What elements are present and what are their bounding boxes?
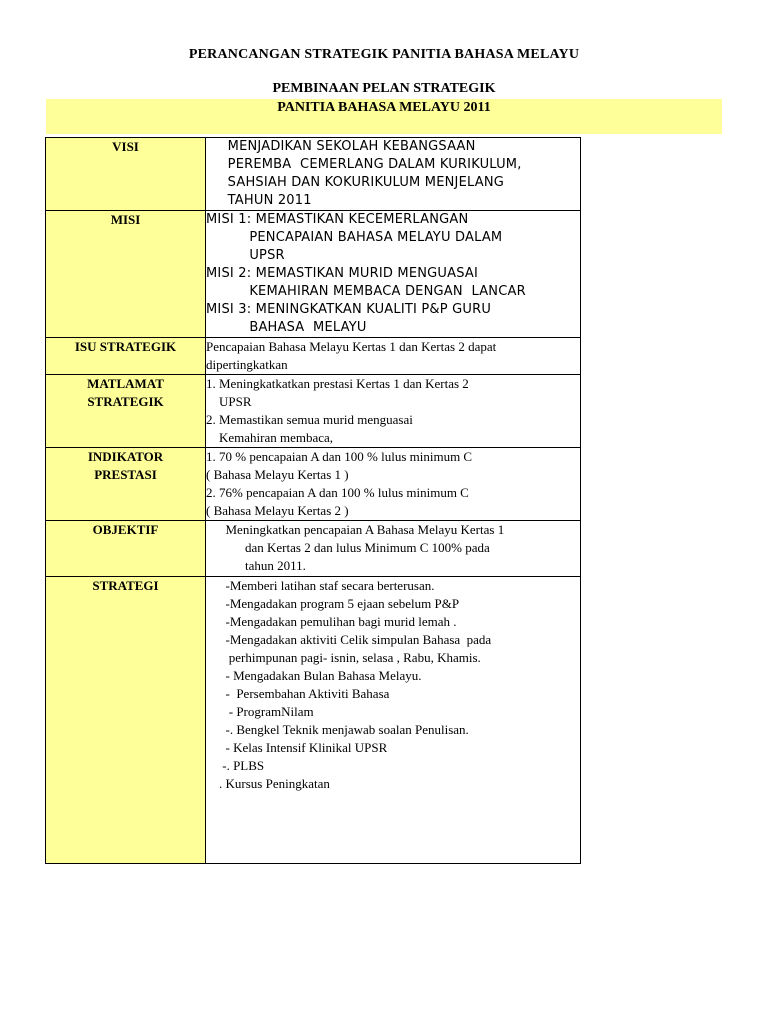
visi-line: PEREMBA CEMERLANG DALAM KURIKULUM, xyxy=(206,157,522,172)
strategi-item: - Kelas Intensif Klinikal UPSR xyxy=(206,740,388,755)
strategi-item: -Mengadakan program 5 ejaan sebelum P&P xyxy=(206,596,460,611)
objektif-line: dan Kertas 2 dan lulus Minimum C 100% pada xyxy=(206,540,490,555)
strategi-item: -. PLBS xyxy=(206,758,265,773)
isu-line: Pencapaian Bahasa Melayu Kertas 1 dan Kertas 2 dapat xyxy=(206,339,497,354)
matlamat-line: 2. Memastikan semua murid menguasai xyxy=(206,412,413,427)
visi-line: SAHSIAH DAN KOKURIKULUM MENJELANG xyxy=(206,175,505,190)
misi-line: PENCAPAIAN BAHASA MELAYU DALAM xyxy=(206,230,503,245)
matlamat-line: 1. Meningkatkatkan prestasi Kertas 1 dan Kertas 2 xyxy=(206,376,469,391)
row-label-objektif: OBJEKTIF xyxy=(46,521,206,577)
visi-line: TAHUN 2011 xyxy=(206,193,312,208)
table-row-strategi xyxy=(46,577,581,864)
strategi-item: -Mengadakan pemulihan bagi murid lemah . xyxy=(206,614,457,629)
strategi-item: -Memberi latihan staf secara berterusan. xyxy=(206,578,435,593)
misi-line: MISI 3: MENINGKATKAN KUALITI P&P GURU xyxy=(206,302,492,317)
misi-line: MISI 1: MEMASTIKAN KECEMERLANGAN xyxy=(206,212,469,227)
row-content-indikator-prestasi xyxy=(206,448,581,521)
isu-line: dipertingkatkan xyxy=(206,357,288,372)
misi-line: UPSR xyxy=(206,248,285,263)
table-row-objektif xyxy=(46,521,581,577)
indikator-line: 1. 70 % pencapaian A dan 100 % lulus minimum C xyxy=(206,449,473,464)
table-row-matlamat-strategik xyxy=(46,375,581,448)
table-row-misi xyxy=(46,211,581,338)
objektif-line: tahun 2011. xyxy=(206,558,306,573)
strategi-item: . Kursus Peningkatan xyxy=(206,776,330,791)
row-content-objektif xyxy=(206,521,581,577)
strategi-item: - Mengadakan Bulan Bahasa Melayu. xyxy=(206,668,422,683)
label-line: MATLAMAT xyxy=(87,376,164,391)
indikator-line: 2. 76% pencapaian A dan 100 % lulus minimum C xyxy=(206,485,469,500)
row-label-strategi: STRATEGI xyxy=(46,577,206,864)
row-label-matlamat-strategik xyxy=(46,375,206,448)
panel-banner xyxy=(46,99,722,134)
label-line: PRESTASI xyxy=(94,467,157,482)
objektif-line: Meningkatkan pencapaian A Bahasa Melayu Kertas 1 xyxy=(206,522,505,537)
visi-line: MENJADIKAN SEKOLAH KEBANGSAAN xyxy=(206,139,476,154)
table-row-isu-strategik xyxy=(46,338,581,375)
misi-line: MISI 2: MEMASTIKAN MURID MENGUASAI xyxy=(206,266,479,281)
row-content-visi xyxy=(206,138,581,211)
indikator-line: ( Bahasa Melayu Kertas 2 ) xyxy=(206,503,349,518)
strategi-item: -Mengadakan aktiviti Celik simpulan Bahasa pada xyxy=(206,632,492,647)
strategi-item: - Persembahan Aktiviti Bahasa xyxy=(206,686,390,701)
table-row-visi xyxy=(46,138,581,211)
table-row-indikator-prestasi xyxy=(46,448,581,521)
row-content-misi xyxy=(206,211,581,338)
label-line: INDIKATOR xyxy=(87,449,164,464)
strategi-item: perhimpunan pagi- isnin, selasa , Rabu, Khamis. xyxy=(206,650,481,665)
misi-line: KEMAHIRAN MEMBACA DENGAN LANCAR xyxy=(206,284,526,299)
misi-line: BAHASA MELAYU xyxy=(206,320,367,335)
row-content-strategi xyxy=(206,577,581,864)
row-label-misi: MISI xyxy=(46,211,206,338)
row-content-matlamat-strategik xyxy=(206,375,581,448)
strategic-plan-table xyxy=(45,137,581,864)
row-label-indikator-prestasi xyxy=(46,448,206,521)
row-content-isu-strategik xyxy=(206,338,581,375)
indikator-line: ( Bahasa Melayu Kertas 1 ) xyxy=(206,467,349,482)
label-line: STRATEGIK xyxy=(87,394,164,409)
strategi-item: -. Bengkel Teknik menjawab soalan Penulisan. xyxy=(206,722,469,737)
row-label-visi: VISI xyxy=(46,138,206,211)
strategi-item: - ProgramNilam xyxy=(206,704,314,719)
page-subtitle: PEMBINAAN PELAN STRATEGIK xyxy=(272,81,496,96)
matlamat-line: Kemahiran membaca, xyxy=(206,430,334,445)
row-label-isu-strategik: ISU STRATEGIK xyxy=(46,338,206,375)
matlamat-line: UPSR xyxy=(206,394,252,409)
page-title: PERANCANGAN STRATEGIK PANITIA BAHASA MELAYU xyxy=(188,47,580,62)
banner-text: PANITIA BAHASA MELAYU 2011 xyxy=(277,100,491,115)
